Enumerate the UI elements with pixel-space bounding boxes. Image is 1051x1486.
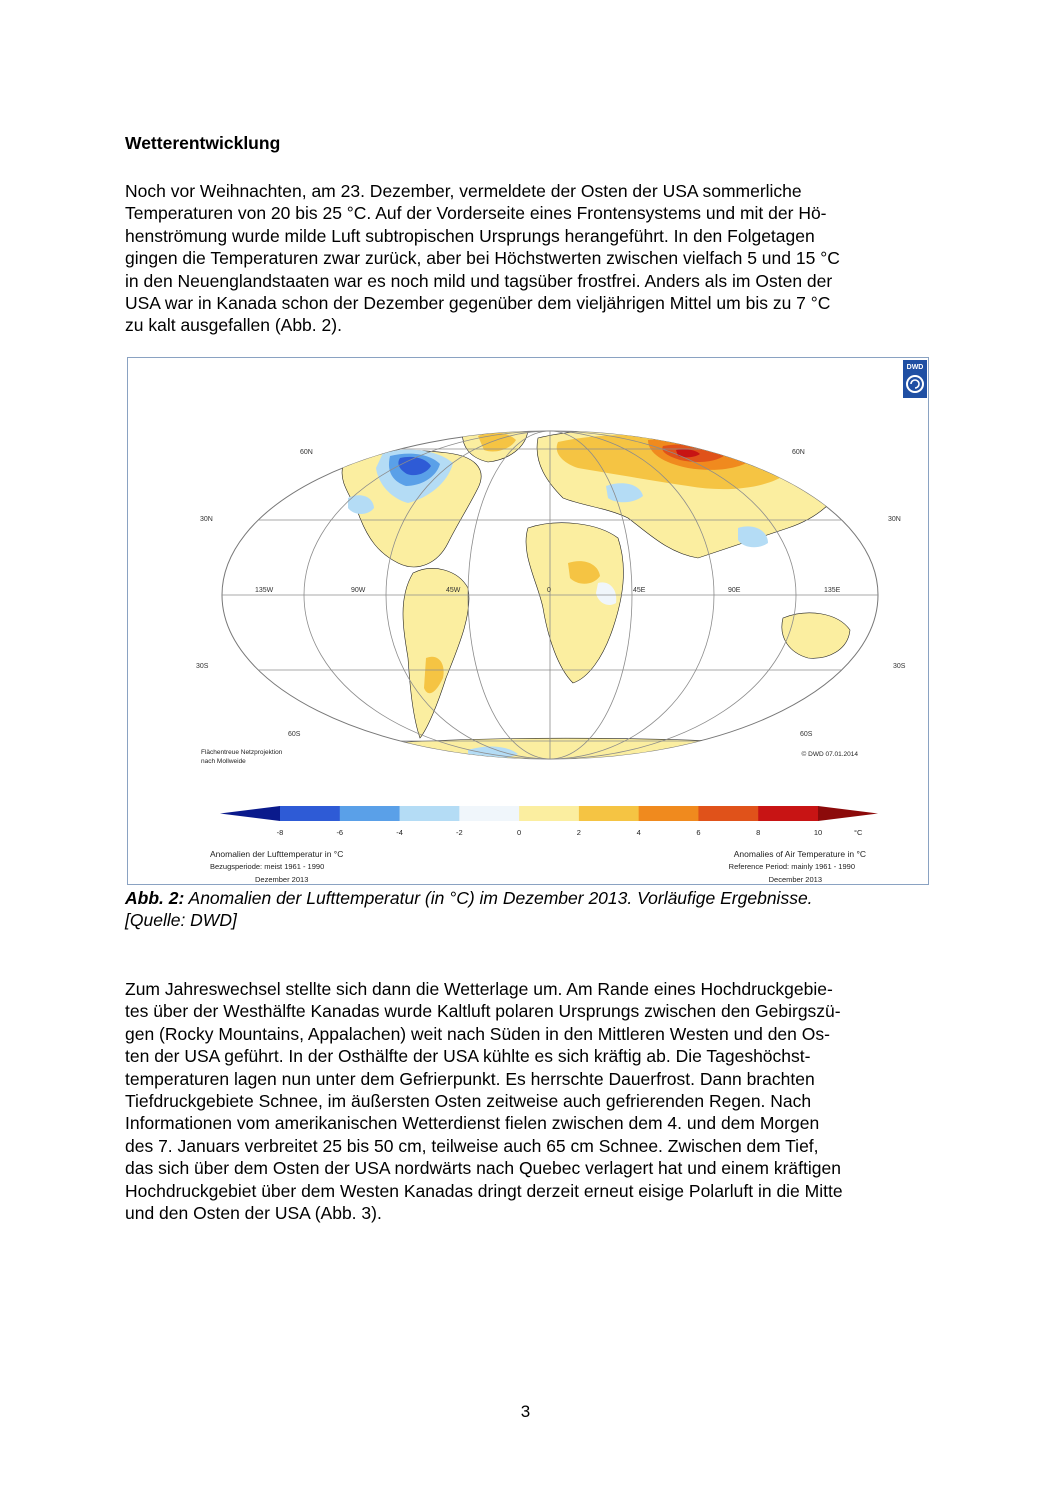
lat-label: 30S [893, 663, 906, 670]
legend-left-line: Anomalien der Lufttemperatur in °C [210, 849, 344, 859]
text-line: gen (Rocky Mountains, Appalachen) weit nach Süden in den Mittleren Westen und den Os- [125, 1023, 830, 1044]
colorbar-tick-label: -8 [276, 828, 284, 837]
projection-note: nach Mollweide [201, 758, 246, 765]
lon-label: 135W [255, 587, 274, 594]
legend-text [210, 849, 866, 884]
text-line: henströmung wurde milde Luft subtropischen Ursprungs herangeführt. In den Folgetagen [125, 225, 815, 246]
colorbar [220, 806, 878, 837]
colorbar-tick-label: 2 [576, 828, 581, 837]
colorbar-segment [459, 806, 519, 821]
caption-label: Abb. 2: [125, 888, 185, 908]
text-line: Temperaturen von 20 bis 25 °C. Auf der Vorderseite eines Frontensystems und mit der Hö- [125, 203, 827, 224]
colorbar-tick-label: 4 [636, 828, 641, 837]
text-line: Tiefdruckgebiete Schnee, im äußersten Osten zeitweise auch gefrierenden Regen. Nach [125, 1091, 812, 1112]
logo-text: DWD [906, 364, 924, 371]
colorbar-segment [340, 806, 400, 821]
lon-label: 135E [824, 587, 841, 594]
text-line: USA war in Kanada schon der Dezember gegenüber dem vieljährigen Mittel um bis zu 7 °C [125, 293, 831, 314]
lon-label: 45W [446, 587, 461, 594]
caption-line [125, 887, 813, 909]
lat-label: 30N [888, 516, 901, 523]
lat-label: 30S [196, 663, 209, 670]
text-line: in den Neuenglandstaaten war es noch mild und tagsüber frostfrei. Anders als im Osten der [125, 270, 833, 291]
colorbar-segment [519, 806, 579, 821]
text-line: gingen die Temperaturen zwar zurück, aber bei Höchstwerten zwischen vielfach 5 und 15 °C [125, 248, 840, 269]
colorbar-tick-label: -6 [336, 828, 344, 837]
text-line: des 7. Januars verbreitet 25 bis 50 cm, teilweise auch 65 cm Schnee. Zwischen dem Tief, [125, 1135, 819, 1156]
caption-source: [Quelle: DWD] [125, 910, 237, 931]
lat-label: 60S [288, 731, 301, 738]
lat-label: 60N [300, 449, 313, 456]
colorbar-arrow-high [818, 806, 878, 821]
colorbar-segment [579, 806, 639, 821]
colorbar-segment [280, 806, 340, 821]
text-line: und den Osten der USA (Abb. 3). [125, 1203, 382, 1224]
lon-label: 45E [633, 587, 646, 594]
colorbar-tick-label: 6 [696, 828, 701, 837]
colorbar-arrow-low [220, 806, 280, 821]
colorbar-segment [758, 806, 818, 821]
paragraph-1 [125, 180, 925, 337]
colorbar-tick-label: 8 [756, 828, 761, 837]
text-line: Hochdruckgebiet über dem Westen Kanadas dringt derzeit erneut eisige Polarluft in die Mitte [125, 1180, 843, 1201]
colorbar-tick-label: -4 [396, 828, 403, 837]
colorbar-tick-label: 0 [517, 828, 522, 837]
page-number: 3 [520, 1402, 531, 1421]
text-line: ten der USA geführt. In der Osthälfte der USA kühlte es sich kräftig ab. Die Tageshöchst- [125, 1046, 811, 1067]
copyright-note: © DWD 07.01.2014 [801, 751, 858, 758]
dwd-logo [903, 360, 927, 398]
lon-label: 90E [728, 587, 741, 594]
figure-caption [125, 887, 813, 932]
legend-left-line: Bezugsperiode: meist 1961 - 1990 [210, 862, 325, 871]
lon-label: 90W [351, 587, 366, 594]
colorbar-tick-label: -2 [455, 828, 463, 837]
section-heading: Wetterentwicklung [125, 133, 281, 153]
map-svg [128, 358, 929, 885]
colorbar-segment [400, 806, 460, 821]
colorbar-segment [698, 806, 758, 821]
legend-right-line: Anomalies of Air Temperature in °C [733, 849, 866, 859]
paragraph-2 [125, 978, 925, 1224]
text-line: tes über der Westhälfte Kanadas wurde Kaltluft polaren Ursprungs zwischen den Gebirgszü- [125, 1001, 841, 1022]
lat-label: 30N [200, 516, 213, 523]
legend-left-line: Dezember 2013 [255, 875, 309, 884]
text-line: Informationen vom amerikanischen Wetterdienst fielen zwischen dem 4. und dem Morgen [125, 1113, 820, 1134]
text-line: zu kalt ausgefallen (Abb. 2). [125, 315, 342, 336]
text-line: Zum Jahreswechsel stellte sich dann die Wetterlage um. Am Rande eines Hochdruckgebie- [125, 979, 833, 999]
colorbar-tick-label: 10 [813, 828, 823, 837]
lat-label: 60S [800, 731, 813, 738]
caption-text: Anomalien der Lufttemperatur (in °C) im Dezember 2013. Vorläufige Ergebnisse. [184, 888, 813, 908]
projection-note: Flächentreue Netzprojektion [201, 749, 283, 756]
lat-label: 60N [792, 449, 805, 456]
lon-label: 0 [547, 587, 551, 594]
legend-right-line: Reference Period: mainly 1961 - 1990 [728, 862, 855, 871]
text-line: Noch vor Weihnachten, am 23. Dezember, vermeldete der Osten der USA sommerliche [125, 181, 802, 201]
text-line: das sich über dem Osten der USA nordwärts nach Quebec verlagert hat und einem kräftigen [125, 1158, 841, 1179]
colorbar-unit: °C [854, 828, 863, 837]
legend-right-line: December 2013 [768, 875, 822, 884]
temperature-anomaly-map [127, 357, 929, 885]
colorbar-segment [639, 806, 699, 821]
text-line: temperaturen lagen nun unter dem Gefrierpunkt. Es herrschte Dauerfrost. Dann brachten [125, 1068, 815, 1089]
